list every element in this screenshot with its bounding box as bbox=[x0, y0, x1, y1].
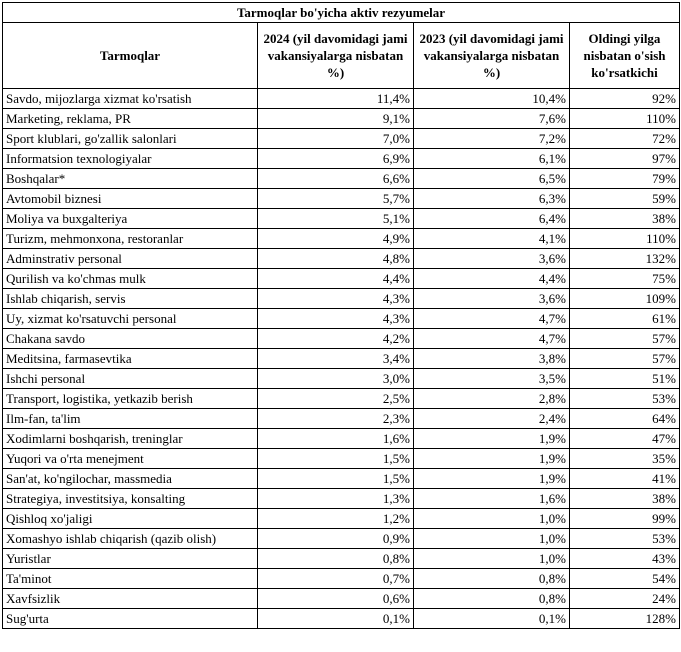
share-2024-cell: 0,8% bbox=[258, 549, 414, 569]
growth-cell: 47% bbox=[570, 429, 680, 449]
share-2024-cell: 4,8% bbox=[258, 249, 414, 269]
share-2023-cell: 7,2% bbox=[414, 129, 570, 149]
growth-cell: 79% bbox=[570, 169, 680, 189]
growth-cell: 110% bbox=[570, 229, 680, 249]
share-2024-cell: 0,7% bbox=[258, 569, 414, 589]
industry-cell: Meditsina, farmasevtika bbox=[3, 349, 258, 369]
industry-cell: San'at, ko'ngilochar, massmedia bbox=[3, 469, 258, 489]
share-2024-cell: 3,0% bbox=[258, 369, 414, 389]
growth-cell: 110% bbox=[570, 109, 680, 129]
table-row bbox=[3, 509, 680, 529]
industry-cell: Sug'urta bbox=[3, 609, 258, 629]
table-row bbox=[3, 89, 680, 109]
share-2024-cell: 4,4% bbox=[258, 269, 414, 289]
active-resumes-table bbox=[2, 2, 680, 629]
growth-cell: 53% bbox=[570, 529, 680, 549]
table-row bbox=[3, 549, 680, 569]
industry-cell: Moliya va buxgalteriya bbox=[3, 209, 258, 229]
table-row bbox=[3, 369, 680, 389]
growth-cell: 54% bbox=[570, 569, 680, 589]
table-row bbox=[3, 249, 680, 269]
growth-cell: 43% bbox=[570, 549, 680, 569]
share-2024-cell: 1,5% bbox=[258, 449, 414, 469]
share-2023-cell: 3,6% bbox=[414, 289, 570, 309]
growth-cell: 61% bbox=[570, 309, 680, 329]
table-row bbox=[3, 189, 680, 209]
share-2024-cell: 2,5% bbox=[258, 389, 414, 409]
growth-cell: 35% bbox=[570, 449, 680, 469]
growth-cell: 53% bbox=[570, 389, 680, 409]
industry-cell: Yuristlar bbox=[3, 549, 258, 569]
share-2023-cell: 6,5% bbox=[414, 169, 570, 189]
share-2023-cell: 6,4% bbox=[414, 209, 570, 229]
table-row bbox=[3, 149, 680, 169]
share-2023-cell: 1,9% bbox=[414, 469, 570, 489]
growth-cell: 38% bbox=[570, 489, 680, 509]
share-2024-cell: 1,2% bbox=[258, 509, 414, 529]
share-2023-cell: 4,7% bbox=[414, 309, 570, 329]
share-2024-cell: 2,3% bbox=[258, 409, 414, 429]
share-2023-cell: 2,4% bbox=[414, 409, 570, 429]
header-row bbox=[3, 23, 680, 89]
table-row bbox=[3, 269, 680, 289]
industry-cell: Ishchi personal bbox=[3, 369, 258, 389]
column-header-growth: Oldingi yilga nisbatan o'sish ko'rsatkichi bbox=[570, 23, 680, 89]
table-row bbox=[3, 329, 680, 349]
industry-cell: Ishlab chiqarish, servis bbox=[3, 289, 258, 309]
share-2024-cell: 6,6% bbox=[258, 169, 414, 189]
title-row bbox=[3, 3, 680, 23]
table-row bbox=[3, 429, 680, 449]
share-2024-cell: 1,3% bbox=[258, 489, 414, 509]
share-2023-cell: 2,8% bbox=[414, 389, 570, 409]
share-2024-cell: 4,2% bbox=[258, 329, 414, 349]
industry-cell: Turizm, mehmonxona, restoranlar bbox=[3, 229, 258, 249]
growth-cell: 109% bbox=[570, 289, 680, 309]
share-2023-cell: 1,9% bbox=[414, 449, 570, 469]
growth-cell: 75% bbox=[570, 269, 680, 289]
growth-cell: 72% bbox=[570, 129, 680, 149]
growth-cell: 57% bbox=[570, 329, 680, 349]
share-2024-cell: 4,3% bbox=[258, 289, 414, 309]
industry-cell: Qishloq xo'jaligi bbox=[3, 509, 258, 529]
share-2023-cell: 4,4% bbox=[414, 269, 570, 289]
growth-cell: 41% bbox=[570, 469, 680, 489]
industry-cell: Uy, xizmat ko'rsatuvchi personal bbox=[3, 309, 258, 329]
share-2023-cell: 3,5% bbox=[414, 369, 570, 389]
industry-cell: Avtomobil biznesi bbox=[3, 189, 258, 209]
industry-cell: Chakana savdo bbox=[3, 329, 258, 349]
industry-cell: Informatsion texnologiyalar bbox=[3, 149, 258, 169]
table-row bbox=[3, 109, 680, 129]
growth-cell: 38% bbox=[570, 209, 680, 229]
share-2023-cell: 1,9% bbox=[414, 429, 570, 449]
growth-cell: 92% bbox=[570, 89, 680, 109]
share-2024-cell: 0,6% bbox=[258, 589, 414, 609]
share-2023-cell: 3,6% bbox=[414, 249, 570, 269]
column-header-2023: 2023 (yil davomidagi jami vakansiyalarga nisbatan %) bbox=[414, 23, 570, 89]
industry-cell: Sport klublari, go'zallik salonlari bbox=[3, 129, 258, 149]
share-2024-cell: 5,1% bbox=[258, 209, 414, 229]
share-2023-cell: 1,6% bbox=[414, 489, 570, 509]
industry-cell: Savdo, mijozlarga xizmat ko'rsatish bbox=[3, 89, 258, 109]
industry-cell: Xavfsizlik bbox=[3, 589, 258, 609]
share-2023-cell: 3,8% bbox=[414, 349, 570, 369]
share-2023-cell: 7,6% bbox=[414, 109, 570, 129]
table-row bbox=[3, 469, 680, 489]
table-row bbox=[3, 309, 680, 329]
share-2024-cell: 4,3% bbox=[258, 309, 414, 329]
resumes-table-container bbox=[2, 2, 680, 629]
share-2023-cell: 10,4% bbox=[414, 89, 570, 109]
growth-cell: 99% bbox=[570, 509, 680, 529]
share-2024-cell: 4,9% bbox=[258, 229, 414, 249]
share-2024-cell: 3,4% bbox=[258, 349, 414, 369]
table-row bbox=[3, 609, 680, 629]
column-header-industry: Tarmoqlar bbox=[3, 23, 258, 89]
growth-cell: 24% bbox=[570, 589, 680, 609]
table-row bbox=[3, 209, 680, 229]
share-2024-cell: 0,1% bbox=[258, 609, 414, 629]
share-2024-cell: 1,5% bbox=[258, 469, 414, 489]
table-body bbox=[3, 89, 680, 629]
share-2023-cell: 0,8% bbox=[414, 589, 570, 609]
table-row bbox=[3, 489, 680, 509]
share-2023-cell: 4,1% bbox=[414, 229, 570, 249]
share-2023-cell: 0,8% bbox=[414, 569, 570, 589]
share-2024-cell: 7,0% bbox=[258, 129, 414, 149]
industry-cell: Strategiya, investitsiya, konsalting bbox=[3, 489, 258, 509]
table-row bbox=[3, 129, 680, 149]
industry-cell: Marketing, reklama, PR bbox=[3, 109, 258, 129]
industry-cell: Qurilish va ko'chmas mulk bbox=[3, 269, 258, 289]
share-2023-cell: 1,0% bbox=[414, 509, 570, 529]
share-2024-cell: 1,6% bbox=[258, 429, 414, 449]
share-2023-cell: 0,1% bbox=[414, 609, 570, 629]
growth-cell: 64% bbox=[570, 409, 680, 429]
table-row bbox=[3, 289, 680, 309]
industry-cell: Xomashyo ishlab chiqarish (qazib olish) bbox=[3, 529, 258, 549]
share-2024-cell: 9,1% bbox=[258, 109, 414, 129]
growth-cell: 97% bbox=[570, 149, 680, 169]
table-row bbox=[3, 409, 680, 429]
industry-cell: Ilm-fan, ta'lim bbox=[3, 409, 258, 429]
growth-cell: 132% bbox=[570, 249, 680, 269]
table-title: Tarmoqlar bo'yicha aktiv rezyumelar bbox=[3, 3, 680, 23]
industry-cell: Ta'minot bbox=[3, 569, 258, 589]
table-row bbox=[3, 529, 680, 549]
share-2023-cell: 6,1% bbox=[414, 149, 570, 169]
industry-cell: Xodimlarni boshqarish, treninglar bbox=[3, 429, 258, 449]
table-row bbox=[3, 569, 680, 589]
industry-cell: Boshqalar* bbox=[3, 169, 258, 189]
share-2023-cell: 1,0% bbox=[414, 549, 570, 569]
growth-cell: 128% bbox=[570, 609, 680, 629]
industry-cell: Yuqori va o'rta menejment bbox=[3, 449, 258, 469]
industry-cell: Adminstrativ personal bbox=[3, 249, 258, 269]
share-2023-cell: 1,0% bbox=[414, 529, 570, 549]
share-2023-cell: 6,3% bbox=[414, 189, 570, 209]
growth-cell: 57% bbox=[570, 349, 680, 369]
share-2024-cell: 0,9% bbox=[258, 529, 414, 549]
share-2024-cell: 11,4% bbox=[258, 89, 414, 109]
table-row bbox=[3, 349, 680, 369]
table-row bbox=[3, 229, 680, 249]
share-2024-cell: 6,9% bbox=[258, 149, 414, 169]
share-2024-cell: 5,7% bbox=[258, 189, 414, 209]
growth-cell: 59% bbox=[570, 189, 680, 209]
share-2023-cell: 4,7% bbox=[414, 329, 570, 349]
table-row bbox=[3, 389, 680, 409]
column-header-2024: 2024 (yil davomidagi jami vakansiyalarga nisbatan %) bbox=[258, 23, 414, 89]
table-row bbox=[3, 589, 680, 609]
table-row bbox=[3, 169, 680, 189]
table-row bbox=[3, 449, 680, 469]
industry-cell: Transport, logistika, yetkazib berish bbox=[3, 389, 258, 409]
growth-cell: 51% bbox=[570, 369, 680, 389]
